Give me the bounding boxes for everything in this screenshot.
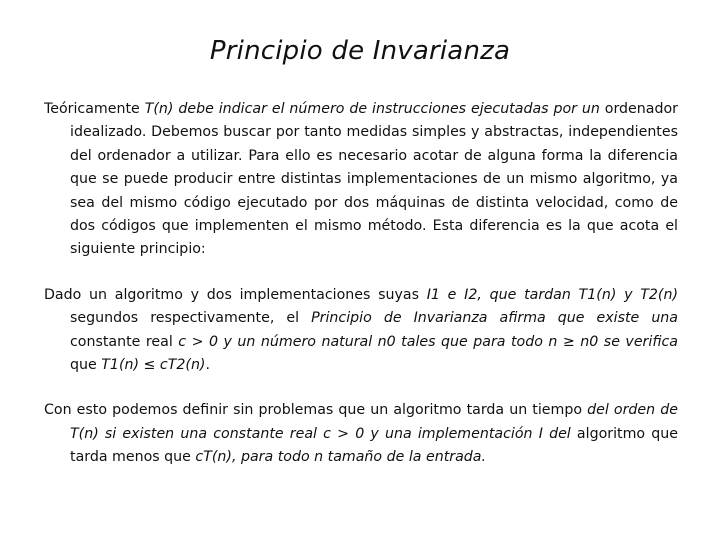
italic-text-run: cT(n), para todo n tamaño de la entrada.	[195, 449, 487, 466]
text-run: ordenador idealizado. Debemos buscar por tanto medidas simples y abstractas, independientes del ordenador a utilizar. Para ello es necesario acotar de alguna forma la diferencia que se puede producir entre distintas implementaciones de un mismo algoritmo, ya sea del mismo código ejecutado por dos máquinas de distinta velocidad, como de dos códigos que implementen el mismo método. Esta diferencia es la que acota el siguiente principio:	[70, 101, 678, 258]
text-run: Dado un algoritmo y dos implementaciones suyas	[44, 286, 427, 303]
italic-text-run: Principio de Invarianza afirma que existe una	[311, 310, 678, 327]
text-run: .	[205, 357, 210, 374]
italic-text-run: T1(n) ≤ cT2(n)	[101, 357, 206, 374]
italic-text-run: T(n) debe indicar el número de instrucciones ejecutadas por un	[144, 101, 600, 117]
text-run: algoritmo que tarda menos que	[70, 425, 678, 466]
italic-text-run: I1 e I2, que tardan T1(n) y T2(n)	[426, 286, 678, 303]
text-run: que	[70, 357, 102, 374]
text-run: constante real	[70, 333, 179, 350]
page-title: Principio de Invarianza	[209, 36, 511, 66]
paragraph-conclusion	[44, 399, 678, 469]
italic-text-run: del orden de T(n) si existen una constante real c > 0 y una implementación I del	[70, 402, 678, 442]
text-run: Teóricamente	[44, 101, 145, 117]
paragraph-definition	[44, 98, 678, 262]
text-run: segundos respectivamente, el	[70, 310, 312, 327]
italic-text-run: c > 0 y un número natural n0 tales que para todo n ≥ n0 se verifica	[178, 333, 678, 350]
text-run: Con esto podemos definir sin problemas que un algoritmo tarda un tiempo	[44, 402, 588, 419]
paragraph-principle	[44, 284, 678, 378]
slide-body	[44, 98, 678, 470]
